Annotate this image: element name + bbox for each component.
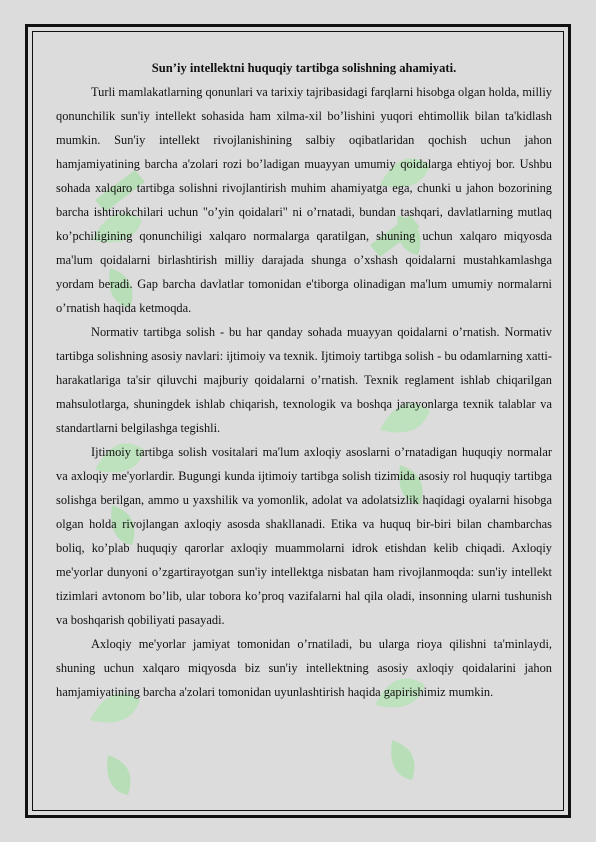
paragraph-3: Ijtimoiy tartibga solish vositalari ma'lum axloqiy asoslarni o’rnatadigan huquqiy normalar va axloqiy me'yorlardir. Bugungi kunda ijtimoiy tartibga solish tizimida asosiy rol huquqiy tartibga solishga berilgan, ammo u yaxshilik va yomonlik, adolat va adolatsizlik haqidagi oyalarni hisobga olgan holda rivojlangan axloqiy asosda shakllanadi. Etika va huquq bir-biri bilan chambarchas boliq, ko’plab huquqiy qarorlar axloqiy muammolarni idrok etishdan kelib chiqadi. Axloqiy me'yorlar dunyoni o’zgartirayotgan sun'iy intellektga nisbatan ham rivojlanmoqda: sun'iy intellekt tizimlari avtonom bo’lib, ular tobora ko’proq vazifalarni hal qila oladi, insonning ularni tushunish va boshqarish qobiliyati pasayadi. (56, 445, 552, 627)
paragraph-2: Normativ tartibga solish - bu har qanday sohada muayyan qoidalarni o’rnatish. Normativ tartibga solishning asosiy navlari: ijtimoiy va texnik. Ijtimoiy tartibga solish - bu odamlarning xatti-harakatlariga ta'sir qiluvchi majburiy qoidalarni o’rnatish. Texnik reglament ishlab chiqarilgan mahsulotlarga, shuningdek ishlab chiqarish, texnologik va boshqa jarayonlarga texnik talablar va standartlarni belgilashga tegishli. (56, 325, 552, 435)
document-title: Sun’iy intellektni huquqiy tartibga solishning ahamiyati. (151, 61, 457, 75)
document-body (56, 56, 552, 704)
paragraph-1: Turli mamlakatlarning qonunlari va tarixiy tajribasidagi farqlarni hisobga olgan holda, milliy qonunchilik sun'iy intellekt sohasida ham xilma-xil bo’lishini yuqori ehtimollik bilan ta'kidlash mumkin. Sun'iy intellekt rivojlanishining salbiy oqibatlaridan qochish uchun jahon hamjamiyatining barcha a'zolari rozi bo’ladigan muayyan umumiy qoidalarga ehtiyoj bor. Ushbu sohada xalqaro tartibga solishni rivojlantirish muhim ahamiyatga ega, chunki u jahon bozorining barcha ishtirokchilari uchun "o’yin qoidalari" ni o’rnatadi, bundan tashqari, davlatlarning mutlaq ko’pchiligining qonunchiligi xalqaro normalarga qaratilgan, shuning uchun xalqaro miqyosda ma'lum qoidalarni birlashtirish milliy darajada shunga o’xshash qoidalarni mustahkamlashga yordam beradi. Gap barcha davlatlar tomonidan e'tiborga olinadigan ma'lum umumiy normalarni o’rnatish haqida ketmoqda. (56, 85, 552, 315)
paragraph-4: Axloqiy me'yorlar jamiyat tomonidan o’rnatiladi, bu ularga rioya qilishni ta'minlaydi, shuning uchun xalqaro miqyosda biz sun'iy intellektning asosiy axloqiy qoidalarini jahon hamjamiyatining barcha a'zolari tomonidan uyunlashtirish haqida gapirishimiz mumkin. (56, 637, 552, 699)
